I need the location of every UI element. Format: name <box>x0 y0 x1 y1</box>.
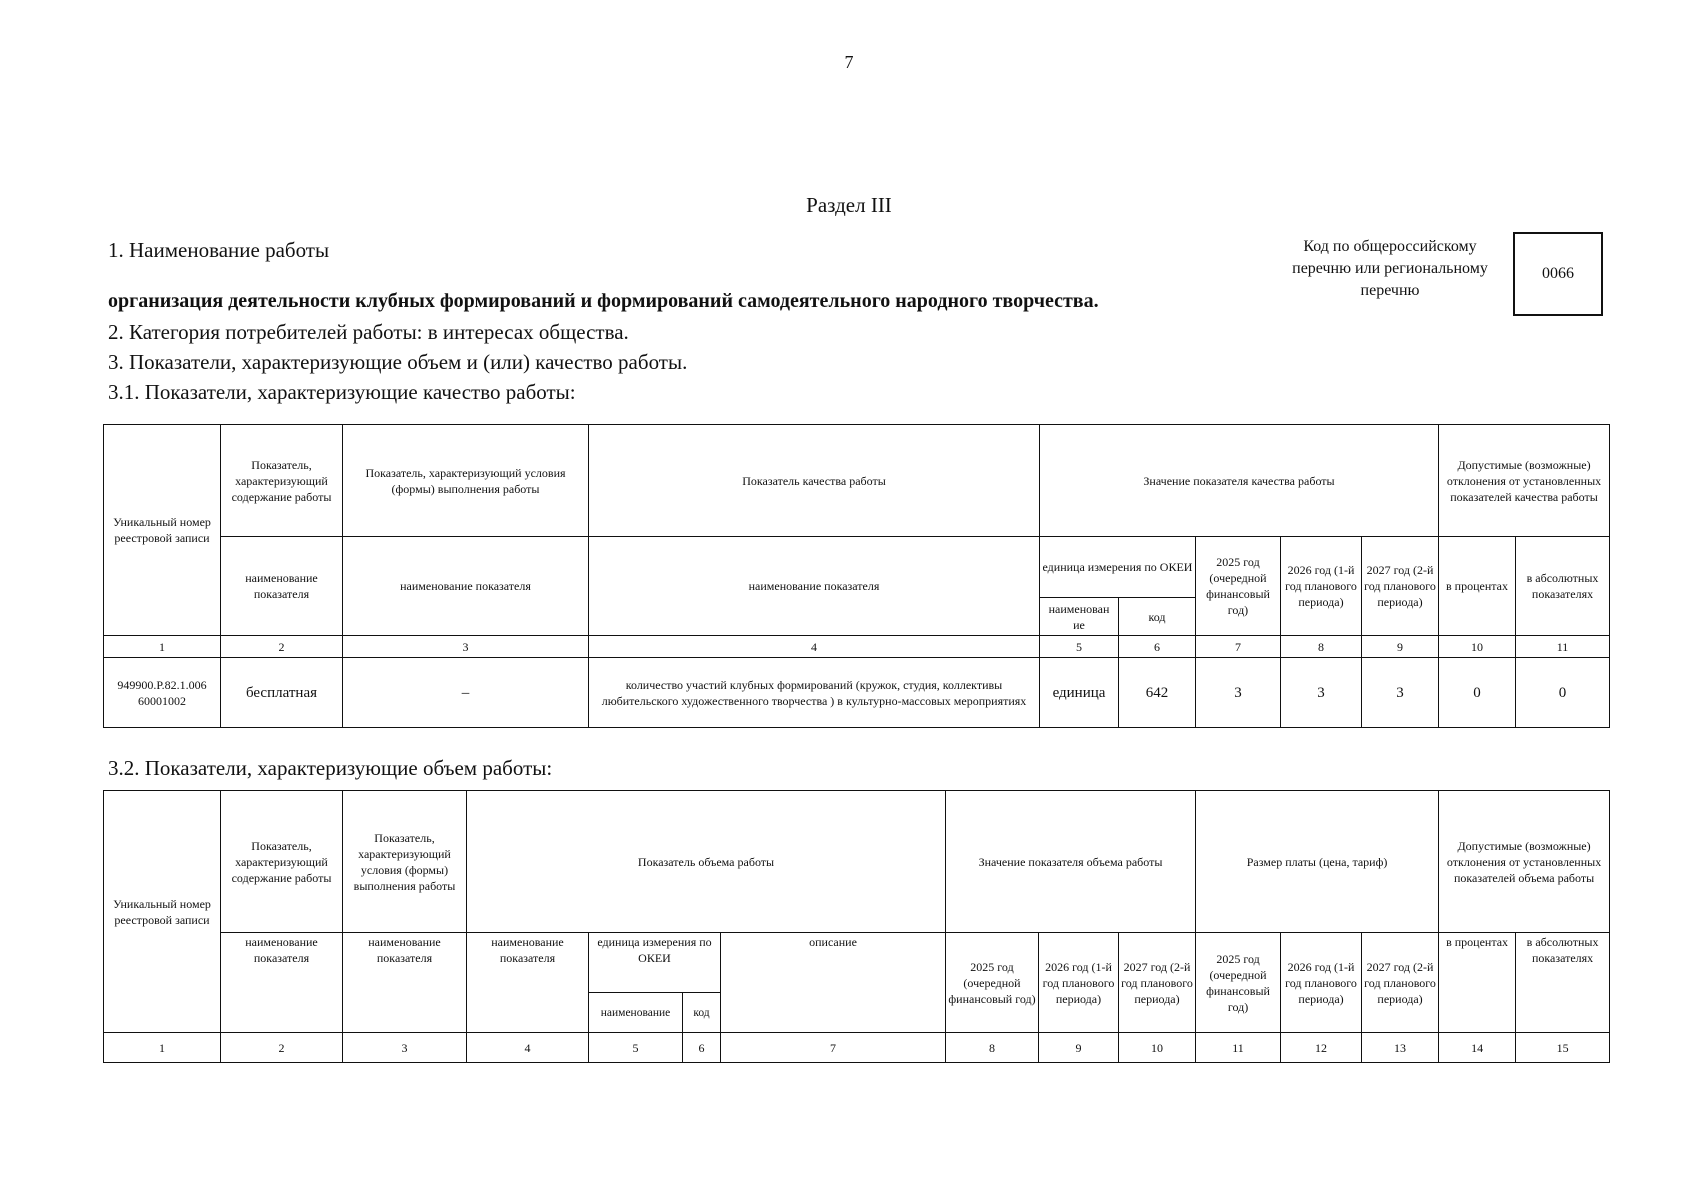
volume-col-number: 14 <box>1439 1033 1516 1063</box>
consumer-category: 2. Категория потребителей работы: в интересах общества. <box>108 320 629 344</box>
quality-header-2026: 2026 год (1-й год планового периода) <box>1281 537 1362 636</box>
volume-header-unit: единица измерения по ОКЕИ <box>589 933 721 993</box>
quality-col-number: 11 <box>1516 636 1610 658</box>
volume-header-content: Показатель, характеризующий содержание работы <box>221 791 343 933</box>
volume-header-f2027: 2027 год (2-й год планового периода) <box>1362 933 1439 1033</box>
quality-header-conditions: Показатель, характеризующий условия (формы) выполнения работы <box>343 425 589 537</box>
quality-header-percent: в процентах <box>1439 537 1516 636</box>
quality-row-2026: 3 <box>1281 658 1362 728</box>
quality-header-indicator: Показатель качества работы <box>589 425 1040 537</box>
quality-row-absolute: 0 <box>1516 658 1610 728</box>
quality-col-number: 10 <box>1439 636 1516 658</box>
section-title: Раздел III <box>806 193 892 217</box>
code-box: 0066 <box>1513 232 1603 316</box>
volume-header-deviation: Допустимые (возможные) отклонения от установленных показателей объема работы <box>1439 791 1610 933</box>
volume-col-number: 12 <box>1281 1033 1362 1063</box>
volume-header-name-3: наименование показателя <box>343 933 467 1033</box>
volume-header-v2025: 2025 год (очередной финансовый год) <box>946 933 1039 1033</box>
quality-row-indicator: количество участий клубных формирований (кружок, студия, коллективы любительского художественного творчества ) в культурно-массовых мероприятиях <box>589 658 1040 728</box>
volume-col-number: 7 <box>721 1033 946 1063</box>
volume-header-v2026: 2026 год (1-й год планового периода) <box>1039 933 1119 1033</box>
volume-header-unit-name: наименование <box>589 993 683 1033</box>
quality-col-number: 6 <box>1119 636 1196 658</box>
quality-header-2027: 2027 год (2-й год планового периода) <box>1362 537 1439 636</box>
volume-col-number: 10 <box>1119 1033 1196 1063</box>
code-label: Код по общероссийскому перечню или региональному перечню <box>1292 238 1488 299</box>
quality-col-number: 3 <box>343 636 589 658</box>
volume-col-number: 4 <box>467 1033 589 1063</box>
volume-col-number: 11 <box>1196 1033 1281 1063</box>
work-name-label: 1. Наименование работы <box>108 238 330 262</box>
quality-col-number: 1 <box>104 636 221 658</box>
volume-col-number: 5 <box>589 1033 683 1063</box>
volume-col-number: 9 <box>1039 1033 1119 1063</box>
quality-col-number: 8 <box>1281 636 1362 658</box>
volume-header-unique: Уникальный номер реестровой записи <box>104 791 221 1033</box>
quality-header-name-4: наименование показателя <box>589 537 1040 636</box>
volume-header-description: описание <box>721 933 946 1033</box>
quality-row-content: бесплатная <box>221 658 343 728</box>
table-row <box>104 658 1610 728</box>
volume-header-percent: в процентах <box>1439 933 1516 1033</box>
quality-heading: 3.1. Показатели, характеризующие качество работы: <box>108 380 576 404</box>
volume-col-number: 2 <box>221 1033 343 1063</box>
quality-header-unique: Уникальный номер реестровой записи <box>104 425 221 636</box>
volume-header-conditions: Показатель, характеризующий условия (формы) выполнения работы <box>343 791 467 933</box>
work-name: организация деятельности клубных формирований и формирований самодеятельного народного творчества. <box>108 290 1099 312</box>
quality-header-deviation: Допустимые (возможные) отклонения от установленных показателей качества работы <box>1439 425 1610 537</box>
quality-col-number: 5 <box>1040 636 1119 658</box>
volume-header-unit-code: код <box>683 993 721 1033</box>
quality-row-unique: 949900.Р.82.1.006 60001002 <box>104 658 221 728</box>
quality-header-value: Значение показателя качества работы <box>1040 425 1439 537</box>
quality-row-2025: 3 <box>1196 658 1281 728</box>
volume-header-f2025: 2025 год (очередной финансовый год) <box>1196 933 1281 1033</box>
quality-header-unit: единица измерения по ОКЕИ <box>1040 537 1196 598</box>
volume-col-number: 13 <box>1362 1033 1439 1063</box>
quality-header-unit-code: код <box>1119 598 1196 636</box>
volume-col-number: 8 <box>946 1033 1039 1063</box>
quality-row-conditions: – <box>343 658 589 728</box>
quality-col-number: 4 <box>589 636 1040 658</box>
page-number: 7 <box>844 52 854 72</box>
volume-header-value: Значение показателя объема работы <box>946 791 1196 933</box>
quality-col-number: 9 <box>1362 636 1439 658</box>
quality-header-name-2: наименование показателя <box>221 537 343 636</box>
quality-header-content: Показатель, характеризующий содержание работы <box>221 425 343 537</box>
quality-row-unit-name: единица <box>1040 658 1119 728</box>
volume-header-v2027: 2027 год (2-й год планового периода) <box>1119 933 1196 1033</box>
volume-header-absolute: в абсолютных показателях <box>1516 933 1610 1033</box>
quality-col-number: 7 <box>1196 636 1281 658</box>
quality-table <box>103 424 1610 728</box>
volume-header-fee: Размер платы (цена, тариф) <box>1196 791 1439 933</box>
volume-heading: 3.2. Показатели, характеризующие объем работы: <box>108 756 553 780</box>
volume-header-name-2: наименование показателя <box>221 933 343 1033</box>
quality-header-unit-name: наименован ие <box>1040 598 1119 636</box>
quality-header-name-3: наименование показателя <box>343 537 589 636</box>
quality-row-unit-code: 642 <box>1119 658 1196 728</box>
volume-col-number: 1 <box>104 1033 221 1063</box>
quality-header-absolute: в абсолютных показателях <box>1516 537 1610 636</box>
quality-header-2025: 2025 год (очередной финансовый год) <box>1196 537 1281 636</box>
quality-row-2027: 3 <box>1362 658 1439 728</box>
volume-col-number: 15 <box>1516 1033 1610 1063</box>
indicators-heading: 3. Показатели, характеризующие объем и (или) качество работы. <box>108 350 688 374</box>
volume-header-f2026: 2026 год (1-й год планового периода) <box>1281 933 1362 1033</box>
volume-col-number: 6 <box>683 1033 721 1063</box>
quality-col-number: 2 <box>221 636 343 658</box>
quality-row-percent: 0 <box>1439 658 1516 728</box>
volume-header-name-4: наименование показателя <box>467 933 589 1033</box>
volume-header-indicator: Показатель объема работы <box>467 791 946 933</box>
volume-table <box>103 790 1610 1063</box>
volume-col-number: 3 <box>343 1033 467 1063</box>
